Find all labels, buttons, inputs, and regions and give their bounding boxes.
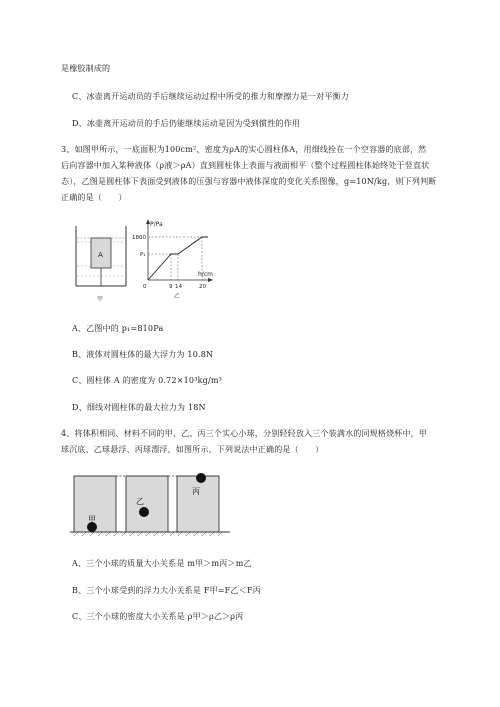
y-tick-p1: P₁ xyxy=(140,252,146,258)
ball-bing xyxy=(196,473,206,483)
cylinder-label: A xyxy=(98,251,103,259)
q3-option-b: B、液体对圆柱体的最大浮力为 10.8N xyxy=(72,350,214,359)
q3-stem-line-2: 后向容器中加入某种液体（ρ液＞ρA）直到圆柱体上表面与液面相平（整个过程圆柱体始终处于竖直状 xyxy=(61,161,430,170)
q3-stem-line-3: 态），乙图是圆柱体下表面受到液体的压强与容器中液体深度的变化关系图像，g=10N/kg，则下列判断 xyxy=(61,177,437,186)
figure-caption-jia: 甲 xyxy=(97,296,104,303)
q3-option-a: A、乙图中的 p₁=810Pa xyxy=(72,324,164,333)
continuation-text: 是橡胶制成的 xyxy=(61,64,111,73)
x-tick-20: 20 xyxy=(199,284,206,290)
label-bing: 丙 xyxy=(192,487,200,496)
q4-stem-line-2: 球沉底、乙球悬浮、丙球漂浮，如图所示，下列说法中正确的是（ ） xyxy=(61,445,324,454)
label-yi: 乙 xyxy=(136,497,144,506)
q3-option-d: D、细线对圆柱体的最大拉力为 18N xyxy=(72,403,206,412)
q2-option-d: D、冰壶离开运动员的手后仍能继续运动是因为受到惯性的作用 xyxy=(72,119,301,128)
q4-option-b: B、三个小球受到的浮力大小关系是 F甲=F乙＜F丙 xyxy=(72,586,261,595)
y-axis-label: P/Pa xyxy=(150,221,163,228)
q3-figure-jia xyxy=(68,216,130,306)
x-tick-9: 9 xyxy=(169,284,173,290)
q4-option-a: A、三个小球的质量大小关系是 m甲＞m丙＞m乙 xyxy=(72,559,252,568)
q3-option-c: C、圆柱体 A 的密度为 0.72×10³kg/m³ xyxy=(72,376,223,385)
q3-stem-line-1: 3、如图甲所示，一底面积为100cm²、密度为ρA的实心圆柱体A，用细线拴在一个空容器的底部，然 xyxy=(61,145,427,154)
q4-option-c: C、三个小球的密度大小关系是 ρ甲＞ρ乙＞ρ丙 xyxy=(72,612,244,621)
figure-caption-yi: 乙 xyxy=(174,293,181,300)
x-tick-14: 14 xyxy=(175,284,182,290)
q4-stem-line-1: 4、将体积相同、材料不同的甲、乙、丙三个实心小球，分别轻轻放入三个装满水的同规格烧杯中，甲 xyxy=(61,429,428,438)
label-jia: 甲 xyxy=(88,515,96,524)
q3-stem-line-4: 正确的是（ ） xyxy=(61,193,127,202)
ball-yi xyxy=(139,507,149,517)
q2-option-c: C、冰壶离开运动员的手后继续运动过程中所受的推力和摩擦力是一对平衡力 xyxy=(72,92,349,101)
q3-figure-yi-graph xyxy=(132,216,220,306)
q4-beakers-figure xyxy=(70,466,246,538)
x-axis-label: h/cm xyxy=(198,271,213,278)
origin-label: 0 xyxy=(143,284,147,290)
y-tick-1800: 1800 xyxy=(132,235,146,241)
